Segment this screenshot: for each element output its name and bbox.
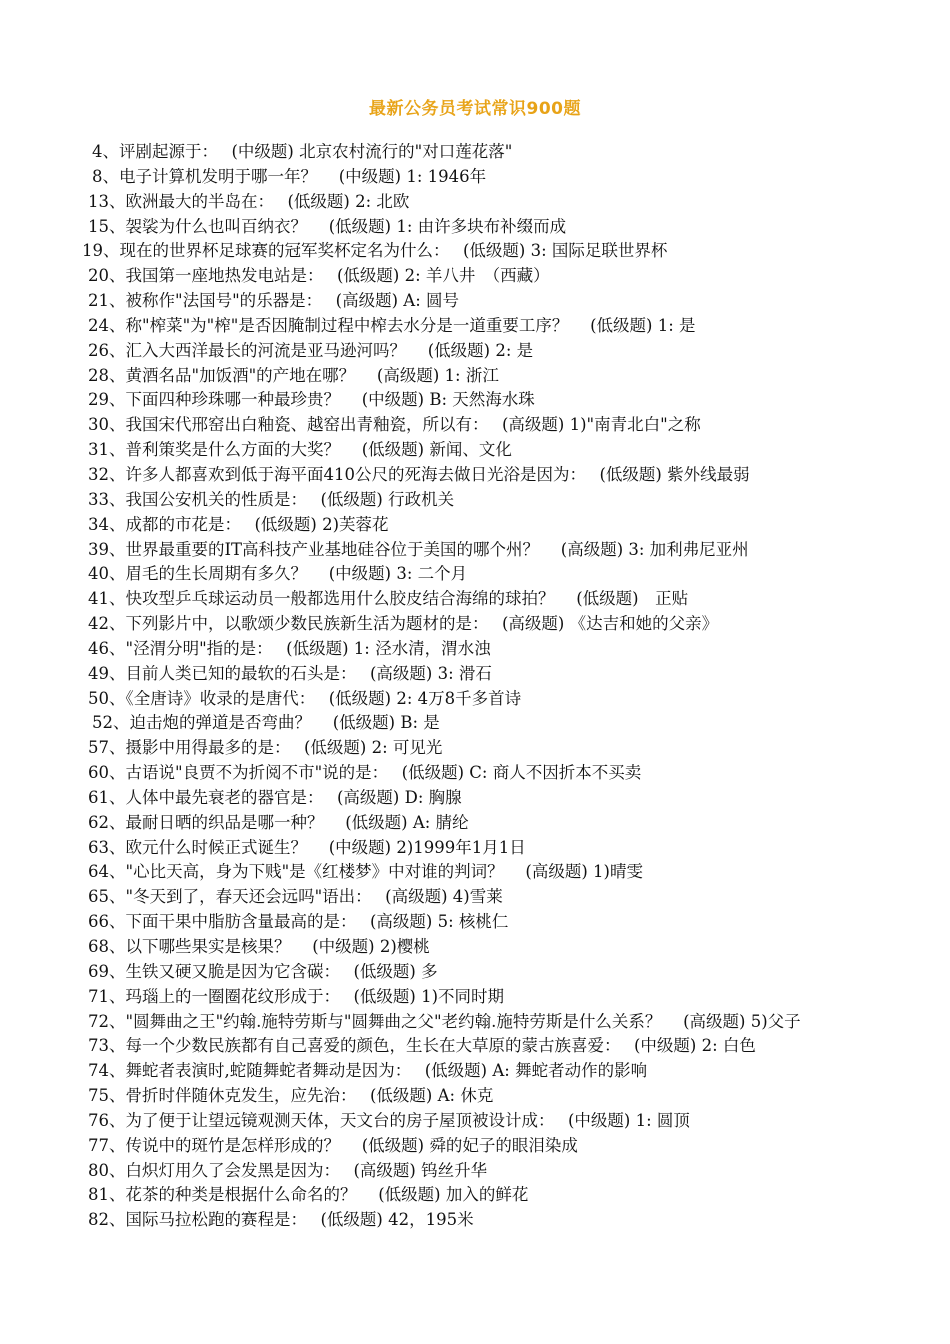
list-item: 52、迫击炮的弹道是否弯曲？ (低级题) B: 是 [92,713,440,733]
list-item: 20、我国第一座地热发电站是： (低级题) 2: 羊八井 （西藏） [88,266,550,286]
list-item: 81、花茶的种类是根据什么命名的？ (低级题) 加入的鲜花 [88,1185,529,1205]
list-item: 64、"心比天高，身为下贱"是《红楼梦》中对谁的判词？ (高级题) 1)晴雯 [88,862,643,882]
list-item: 71、玛瑙上的一圈圈花纹形成于： (低级题) 1)不同时期 [88,986,505,1006]
list-item: 31、普利策奖是什么方面的大奖？ (低级题) 新闻、文化 [88,440,512,460]
list-item: 4、评剧起源于： (中级题) 北京农村流行的"对口莲花落" [92,142,513,161]
list-item: 77、传说中的斑竹是怎样形成的？ (低级题) 舜的妃子的眼泪染成 [88,1135,578,1155]
list-item: 13、欧洲最大的半岛在： (低级题) 2: 北欧 [88,191,410,211]
list-item: 29、下面四种珍珠哪一种最珍贵？ (中级题) B: 天然海水珠 [88,390,535,410]
list-item: 80、白炽灯用久了会发黑是因为： (高级题) 钨丝升华 [88,1160,488,1180]
list-item: 50、《全唐诗》收录的是唐代： (低级题) 2: 4万8千多首诗 [88,688,522,708]
list-item: 26、汇入大西洋最长的河流是亚马逊河吗？ (低级题) 2: 是 [88,340,534,360]
list-item: 57、摄影中用得最多的是： (低级题) 2: 可见光 [88,738,443,758]
list-item: 46、"泾渭分明"指的是： (低级题) 1: 泾水清，渭水浊 [88,638,491,658]
document-title: 最新公务员考试常识900题 [369,99,581,119]
list-item: 65、"冬天到了，春天还会远吗"语出： (高级题) 4)雪莱 [88,887,503,907]
list-item: 82、国际马拉松跑的赛程是： (低级题) 42，195米 [88,1210,474,1230]
list-item: 40、眉毛的生长周期有多久？ (中级题) 3: 二个月 [88,564,468,584]
list-item: 24、称"榨菜"为"榨"是否因腌制过程中榨去水分是一道重要工序？ (低级题) 1: 是 [88,315,696,335]
list-item: 76、为了便于让望远镜观测天体，天文台的房子屋顶被设计成： (中级题) 1: 圆顶 [88,1110,690,1130]
list-item: 49、目前人类已知的最软的石头是： (高级题) 3: 滑石 [88,663,492,683]
list-item: 63、欧元什么时候正式诞生？ (中级题) 2)1999年1月1日 [88,837,526,857]
list-item: 74、舞蛇者表演时,蛇随舞蛇者舞动是因为： (低级题) A: 舞蛇者动作的影响 [88,1061,648,1081]
list-item: 68、以下哪些果实是核果？ (中级题) 2)樱桃 [88,937,430,956]
list-item: 19、现在的世界杯足球赛的冠军奖杯定名为什么： (低级题) 3: 国际足联世界杯 [82,241,668,261]
list-item: 33、我国公安机关的性质是： (低级题) 行政机关 [88,489,455,509]
list-item: 21、被称作"法国号"的乐器是： (高级题) A: 圆号 [88,291,460,311]
list-item: 73、每一个少数民族都有自己喜爱的颜色，生长在大草原的蒙古族喜爱： (中级题) 2: 白色 [88,1036,756,1056]
list-item: 60、古语说"良贾不为折阅不市"说的是： (低级题) C: 商人不因折本不买卖 [88,763,642,783]
list-item: 75、骨折时伴随休克发生，应先治： (低级题) A: 休克 [88,1086,494,1106]
list-item: 42、下列影片中，以歌颂少数民族新生活为题材的是： (高级题) 《达吉和她的父亲》 [88,614,719,634]
list-item: 34、成都的市花是： (低级题) 2)芙蓉花 [88,514,389,534]
list-item: 39、世界最重要的IT高科技产业基地硅谷位于美国的哪个州？ (高级题) 3: 加利弗尼亚州 [88,539,749,559]
list-item: 61、人体中最先衰老的器官是： (高级题) D: 胸腺 [88,787,462,807]
list-item: 15、袈裟为什么也叫百纳衣？ (低级题) 1: 由许多块布补缀而成 [88,216,567,236]
list-item: 30、我国宋代邢窑出白釉瓷、越窑出青釉瓷，所以有： (高级题) 1)"南青北白"之称 [88,415,701,435]
list-item: 32、许多人都喜欢到低于海平面410公尺的死海去做日光浴是因为： (低级题) 紫外线最弱 [88,464,750,484]
list-item: 41、快攻型乒乓球运动员一般都选用什么胶皮结合海绵的球拍？ (低级题) 正贴 [88,589,689,609]
question-list [0,140,950,1233]
list-item: 72、"圆舞曲之王"约翰.施特劳斯与"圆舞曲之父"老约翰.施特劳斯是什么关系？ (高级题) 5)父子 [88,1011,801,1031]
list-item: 66、下面干果中脂肪含量最高的是： (高级题) 5: 核桃仁 [88,912,509,932]
list-item: 62、最耐日晒的织品是哪一种？ (低级题) A: 腈纶 [88,812,469,832]
list-item: 28、黄酒名品"加饭酒"的产地在哪？ (高级题) 1: 浙江 [88,365,499,385]
list-item: 8、电子计算机发明于哪一年？ (中级题) 1: 1946年 [92,166,487,186]
list-item: 69、生铁又硬又脆是因为它含碳： (低级题) 多 [88,961,438,981]
